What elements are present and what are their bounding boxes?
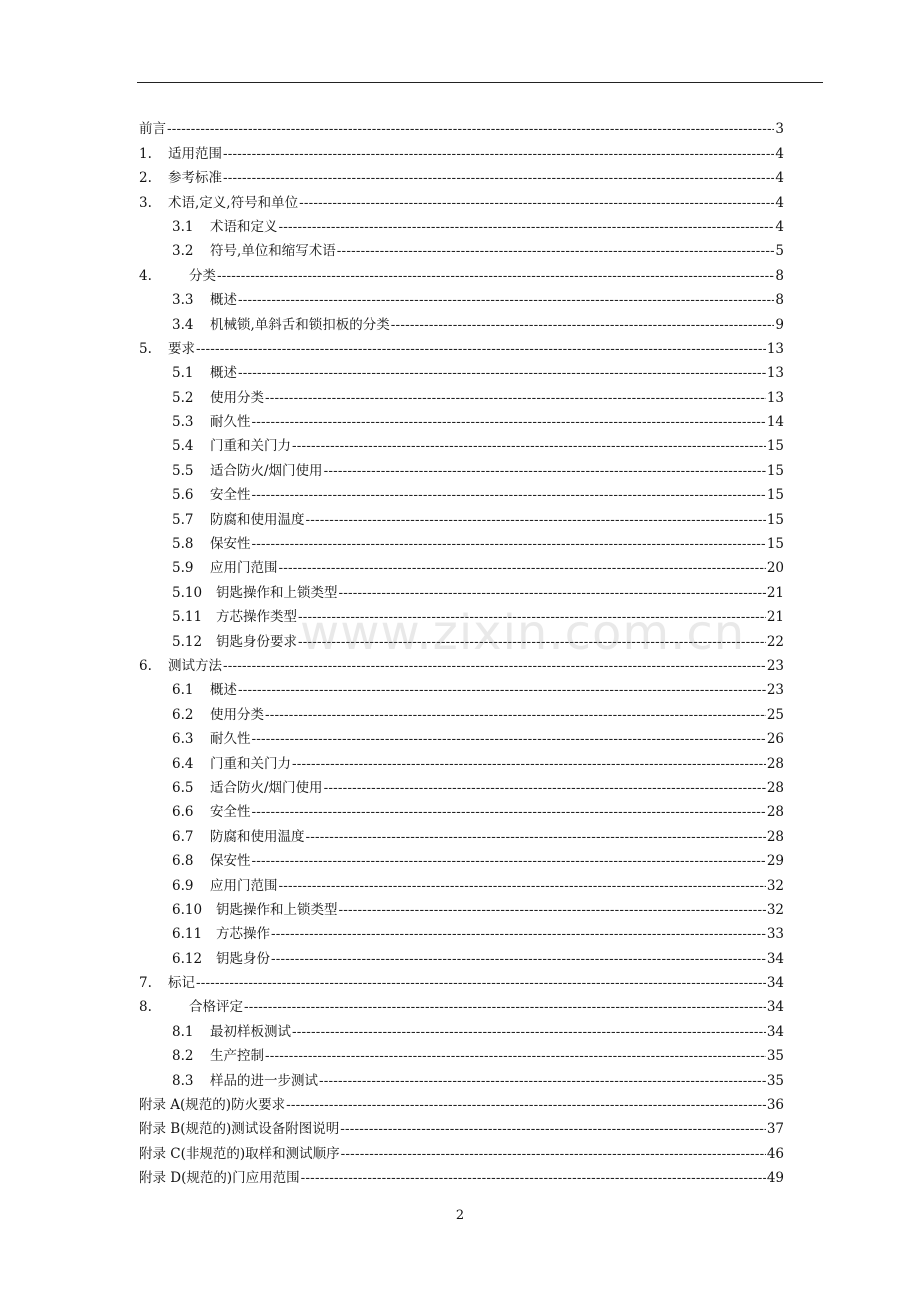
toc-entry-page: 34 [766,950,784,967]
toc-entry[interactable] [139,479,784,503]
toc-entry-title: 防腐和使用温度 [210,828,305,845]
toc-dot-leader [238,682,766,698]
toc-entry-number: 5.6 [172,487,194,504]
toc-dot-leader [223,146,774,162]
toc-dot-leader [341,1146,766,1162]
toc-entry-title: 使用分类 [210,706,264,723]
toc-entry-number: 3.3 [172,292,194,309]
toc-dot-leader [279,878,766,894]
toc-dot-leader [319,1073,766,1089]
toc-dot-leader [279,219,775,235]
toc-entry-number: 5.11 [172,609,203,626]
toc-entry-number: 3.4 [172,316,194,333]
toc-entry-number: 5.5 [172,462,194,479]
toc-dot-leader [286,1097,766,1113]
toc-entry-number: 4. [139,267,152,284]
toc-entry[interactable] [139,259,784,283]
toc-entry-number: 6.5 [172,779,194,796]
watermark: www.zixin.com.cn [300,605,746,661]
toc-entry-page: 34 [766,1023,784,1040]
toc-entry-page: 15 [766,536,784,553]
toc-entry-title: 钥匙身份要求 [216,633,297,650]
toc-entry[interactable] [139,967,784,991]
toc-entry-number: 3. [139,194,152,211]
toc-entry-page: 4 [775,218,784,235]
toc-entry[interactable] [139,137,784,161]
toc-entry-number: 6.12 [172,950,203,967]
page-number: 2 [455,1208,465,1223]
toc-entry[interactable] [139,113,784,137]
toc-entry-title: 使用分类 [210,389,264,406]
toc-entry-page: 13 [766,365,784,382]
toc-dot-leader [265,390,766,406]
toc-entry-page: 4 [775,170,784,187]
toc-dot-leader [244,999,766,1015]
toc-dot-leader [324,780,766,796]
toc-entry-number: 8.2 [172,1048,194,1065]
toc-dot-leader [252,853,766,869]
toc-entry-number: 1. [139,145,152,162]
toc-entry-title: 符号,单位和缩写术语 [210,243,336,260]
toc-dot-leader [339,585,766,601]
toc-entry-title: 钥匙操作和上锁类型 [216,584,338,601]
toc-dot-leader [271,926,766,942]
toc-entry-number: 5.10 [172,584,203,601]
toc-entry-number: 8.1 [172,1023,194,1040]
toc-entry-title: 保安性 [210,853,251,870]
toc-entry-title: 术语和定义 [210,218,278,235]
toc-dot-leader [265,1048,766,1064]
toc-entry-page: 28 [766,779,784,796]
toc-entry-number: 6.2 [172,706,194,723]
toc-entry-page: 5 [775,243,784,260]
toc-entry[interactable] [139,747,784,771]
toc-dot-leader [252,731,766,747]
toc-entry-title: 防腐和使用温度 [210,511,305,528]
toc-entry-title: 门重和关门力 [210,755,291,772]
toc-entry[interactable] [139,284,784,308]
toc-entry-title: 参考标准 [168,170,222,187]
toc-entry-title: 适用范围 [168,145,222,162]
toc-entry[interactable] [139,991,784,1015]
toc-dot-leader [337,243,775,259]
toc-entry-title: 适合防火/烟门使用 [210,779,323,796]
toc-entry[interactable] [139,235,784,259]
toc-entry-number: 6. [139,657,152,674]
toc-dot-leader [339,902,766,918]
toc-entry-title: 钥匙操作和上锁类型 [216,901,338,918]
toc-entry-page: 15 [766,438,784,455]
toc-entry-title: 分类 [189,267,216,284]
toc-dot-leader [292,438,766,454]
toc-entry-page: 46 [766,1145,784,1162]
toc-entry-number: 5.8 [172,536,194,553]
toc-entry-page: 32 [766,877,784,894]
toc-entry-title: 概述 [210,292,237,309]
toc-entry-page: 4 [775,194,784,211]
toc-entry[interactable] [139,1137,784,1161]
toc-entry-page: 26 [766,731,784,748]
toc-dot-leader [238,365,766,381]
toc-entry-page: 15 [766,511,784,528]
toc-entry-page: 33 [766,926,784,943]
header-rule [137,82,823,83]
toc-entry[interactable] [139,357,784,381]
toc-entry[interactable] [139,674,784,698]
toc-entry-number: 6.6 [172,804,194,821]
toc-dot-leader [324,463,766,479]
toc-entry-page: 9 [775,316,784,333]
toc-entry-title: 标记 [168,975,195,992]
toc-entry[interactable] [139,698,784,722]
toc-entry-title: 合格评定 [189,999,243,1016]
toc-entry-page: 35 [766,1048,784,1065]
toc-dot-leader [252,487,766,503]
toc-entry[interactable] [139,1064,784,1088]
toc-entry[interactable] [139,820,784,844]
toc-entry-number: 5.2 [172,389,194,406]
toc-entry-title: 附录 A(规范的)防火要求 [139,1097,286,1114]
toc-dot-leader [292,1024,766,1040]
toc-entry-page: 15 [766,487,784,504]
toc-entry-page: 15 [766,462,784,479]
toc-dot-leader [301,1170,766,1186]
toc-entry-page: 28 [766,755,784,772]
toc-entry-title: 耐久性 [210,414,251,431]
toc-entry-number: 6.9 [172,877,194,894]
toc-dot-leader [306,512,766,528]
toc-entry-number: 5.7 [172,511,194,528]
toc-entry[interactable] [139,430,784,454]
toc-entry-title: 应用门范围 [210,877,278,894]
toc-entry-title: 机械锁,单斜舌和锁扣板的分类 [210,316,390,333]
toc-entry-title: 安全性 [210,804,251,821]
toc-entry-page: 21 [766,584,784,601]
toc-entry-number: 5.4 [172,438,194,455]
toc-entry[interactable] [139,211,784,235]
toc-entry[interactable] [139,918,784,942]
toc-entry-page: 8 [775,292,784,309]
toc-entry[interactable] [139,406,784,430]
toc-entry-page: 22 [766,633,784,650]
toc-entry-page: 35 [766,1072,784,1089]
toc-entry-number: 6.8 [172,853,194,870]
toc-entry-title: 安全性 [210,487,251,504]
toc-entry[interactable] [139,186,784,210]
toc-entry[interactable] [139,162,784,186]
toc-dot-leader [223,170,774,186]
toc-entry-number: 7. [139,975,152,992]
toc-dot-leader [299,195,774,211]
toc-dot-leader [252,536,766,552]
toc-entry-number: 6.11 [172,926,203,943]
toc-entry-title: 方芯操作类型 [216,609,297,626]
toc-dot-leader [252,414,766,430]
toc-dot-leader [306,829,766,845]
toc-dot-leader [271,951,766,967]
toc-entry-title: 附录 C(非规范的)取样和测试顺序 [139,1145,340,1162]
toc-entry-number: 5. [139,340,152,357]
toc-entry-title: 术语,定义,符号和单位 [168,194,299,211]
toc-entry-page: 25 [766,706,784,723]
toc-entry[interactable] [139,528,784,552]
toc-entry-title: 应用门范围 [210,560,278,577]
toc-entry-title: 概述 [210,682,237,699]
toc-entry-title: 测试方法 [168,657,222,674]
toc-entry-number: 5.3 [172,414,194,431]
toc-entry-page: 13 [766,389,784,406]
toc-entry-page: 28 [766,828,784,845]
toc-entry-title: 方芯操作 [216,926,270,943]
toc-entry-page: 23 [766,657,784,674]
toc-entry-number: 8.3 [172,1072,194,1089]
toc-entry-number: 3.1 [172,218,194,235]
toc-entry-page: 49 [766,1170,784,1187]
toc-entry[interactable] [139,576,784,600]
toc-entry-page: 13 [766,340,784,357]
toc-entry-page: 14 [766,414,784,431]
toc-entry[interactable] [139,552,784,576]
toc-entry-page: 36 [766,1097,784,1114]
toc-entry-title: 要求 [168,340,195,357]
toc-entry-title: 前言 [139,121,166,138]
toc-entry-number: 5.1 [172,365,194,382]
toc-entry-number: 3.2 [172,243,194,260]
toc-entry-number: 6.7 [172,828,194,845]
toc-entry-page: 37 [766,1121,784,1138]
toc-entry[interactable] [139,796,784,820]
toc-entry-title: 钥匙身份 [216,950,270,967]
toc-entry[interactable] [139,942,784,966]
toc-entry-number: 2. [139,170,152,187]
toc-entry-title: 保安性 [210,536,251,553]
toc-entry-number: 6.1 [172,682,194,699]
toc-entry[interactable] [139,308,784,332]
toc-dot-leader [238,292,774,308]
toc-dot-leader [279,560,766,576]
toc-dot-leader [252,804,766,820]
toc-entry[interactable] [139,333,784,357]
toc-entry[interactable] [139,1162,784,1186]
toc-entry-title: 耐久性 [210,731,251,748]
toc-entry-page: 29 [766,853,784,870]
toc-entry[interactable] [139,503,784,527]
toc-entry[interactable] [139,1040,784,1064]
toc-entry[interactable] [139,1015,784,1039]
toc-entry[interactable] [139,1089,784,1113]
toc-dot-leader [265,707,766,723]
toc-entry-number: 5.9 [172,560,194,577]
toc-dot-leader [167,121,774,137]
toc-entry[interactable] [139,869,784,893]
toc-entry-title: 生产控制 [210,1048,264,1065]
toc-entry-page: 32 [766,901,784,918]
toc-dot-leader [340,1121,766,1137]
toc-entry[interactable] [139,845,784,869]
toc-dot-leader [217,268,774,284]
toc-entry-title: 样品的进一步测试 [210,1072,318,1089]
toc-entry-number: 6.3 [172,731,194,748]
toc-entry[interactable] [139,381,784,405]
toc-entry-title: 最初样板测试 [210,1023,291,1040]
toc-entry-title: 附录 B(规范的)测试设备附图说明 [139,1121,340,1138]
toc-entry-page: 3 [775,121,784,138]
toc-entry[interactable] [139,894,784,918]
toc-dot-leader [196,975,766,991]
toc-entry-page: 34 [766,975,784,992]
toc-entry[interactable] [139,1113,784,1137]
toc-entry-number: 6.4 [172,755,194,772]
toc-entry-number: 8. [139,999,152,1016]
toc-entry-title: 概述 [210,365,237,382]
toc-dot-leader [391,317,775,333]
toc-entry-page: 4 [775,145,784,162]
toc-entry-title: 附录 D(规范的)门应用范围 [139,1170,300,1187]
toc-dot-leader [196,341,766,357]
toc-entry-number: 5.12 [172,633,203,650]
toc-entry-title: 门重和关门力 [210,438,291,455]
toc-dot-leader [292,756,766,772]
toc-entry[interactable] [139,723,784,747]
toc-entry[interactable] [139,454,784,478]
toc-entry-page: 23 [766,682,784,699]
toc-entry-page: 20 [766,560,784,577]
toc-entry[interactable] [139,772,784,796]
toc-entry-number: 6.10 [172,901,203,918]
toc-entry-title: 适合防火/烟门使用 [210,462,323,479]
toc-entry-page: 28 [766,804,784,821]
toc-entry-page: 21 [766,609,784,626]
toc-entry-page: 8 [775,267,784,284]
toc-entry-page: 34 [766,999,784,1016]
